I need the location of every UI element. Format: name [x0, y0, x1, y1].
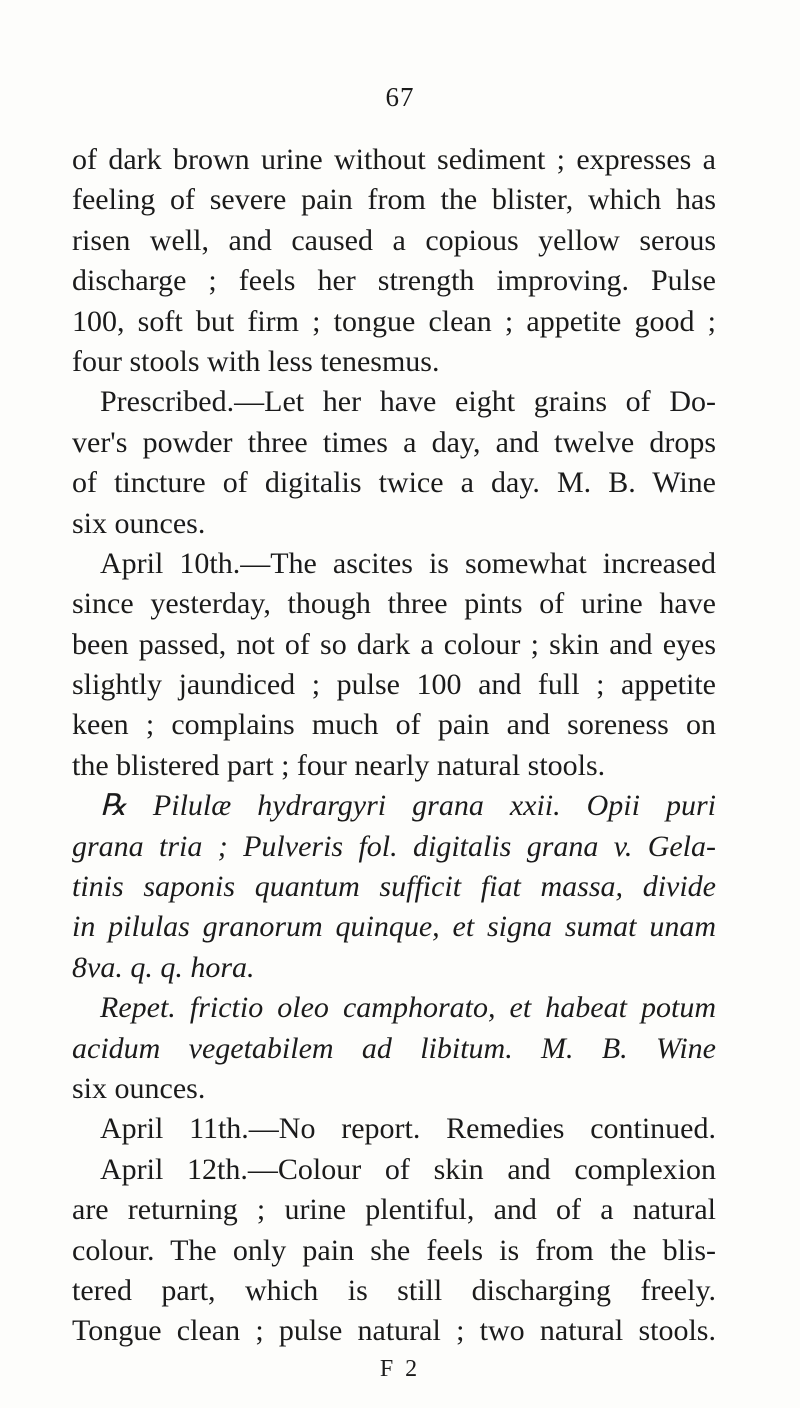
text-line: six ounces. [72, 1071, 206, 1105]
text-line: four stools with less tenesmus. [72, 344, 440, 378]
text-line: risen well, and caused a copious yellow serous [72, 223, 716, 257]
text-line: in pilulas granorum quinque, et signa sumat unam [72, 910, 716, 944]
text-line: Tongue clean ; pulse natural ; two natural stools. [72, 1314, 716, 1348]
body-text [72, 140, 716, 1352]
text-line: are returning ; urine plentiful, and of a natural [72, 1193, 716, 1227]
text-line: the blistered part ; four nearly natural stools. [72, 748, 606, 782]
text-line: April 12th.—Colour of skin and complexion [100, 1152, 716, 1186]
text-line: of dark brown urine without sediment ; expresses a [72, 143, 716, 176]
text-line: colour. The only pain she feels is from the blis- [72, 1233, 716, 1267]
text-line: April 11th.—No report. Remedies continued. [100, 1112, 716, 1146]
text-line: tered part, which is still discharging freely. [72, 1273, 716, 1307]
text-line: ℞ Pilulæ hydrargyri grana xxii. Opii puri [100, 789, 716, 823]
text-line: keen ; complains much of pain and soreness on [72, 708, 716, 742]
text-line: Prescribed.—Let her have eight grains of Do- [100, 385, 716, 419]
text-line: been passed, not of so dark a colour ; skin and eyes [72, 627, 716, 661]
text-line: April 10th.—The ascites is somewhat increased [100, 546, 716, 580]
text-line: Repet. frictio oleo camphorato, et habeat potum [100, 991, 716, 1025]
text-line: tinis saponis quantum sufficit fiat massa, divide [72, 870, 716, 904]
text-line: grana tria ; Pulveris fol. digitalis grana v. Gela- [72, 829, 716, 863]
text-line: of tincture of digitalis twice a day. M. B. Wine [72, 466, 716, 500]
text-line: slightly jaundiced ; pulse 100 and full ; appetite [72, 668, 716, 702]
text-line: six ounces. [72, 506, 206, 540]
text-line: since yesterday, though three pints of urine have [72, 587, 716, 621]
text-line: discharge ; feels her strength improving. Pulse [72, 264, 716, 298]
text-line: 100, soft but firm ; tongue clean ; appetite good ; [72, 304, 716, 338]
text-line: 8va. q. q. hora. [72, 950, 255, 984]
signature-mark: F 2 [379, 1356, 421, 1382]
text-line: ver's powder three times a day, and twelve drops [72, 425, 716, 459]
page-number: 67 [385, 82, 415, 112]
text-line: feeling of severe pain from the blister, which has [72, 183, 716, 217]
text-line: acidum vegetabilem ad libitum. M. B. Wine [72, 1031, 716, 1065]
